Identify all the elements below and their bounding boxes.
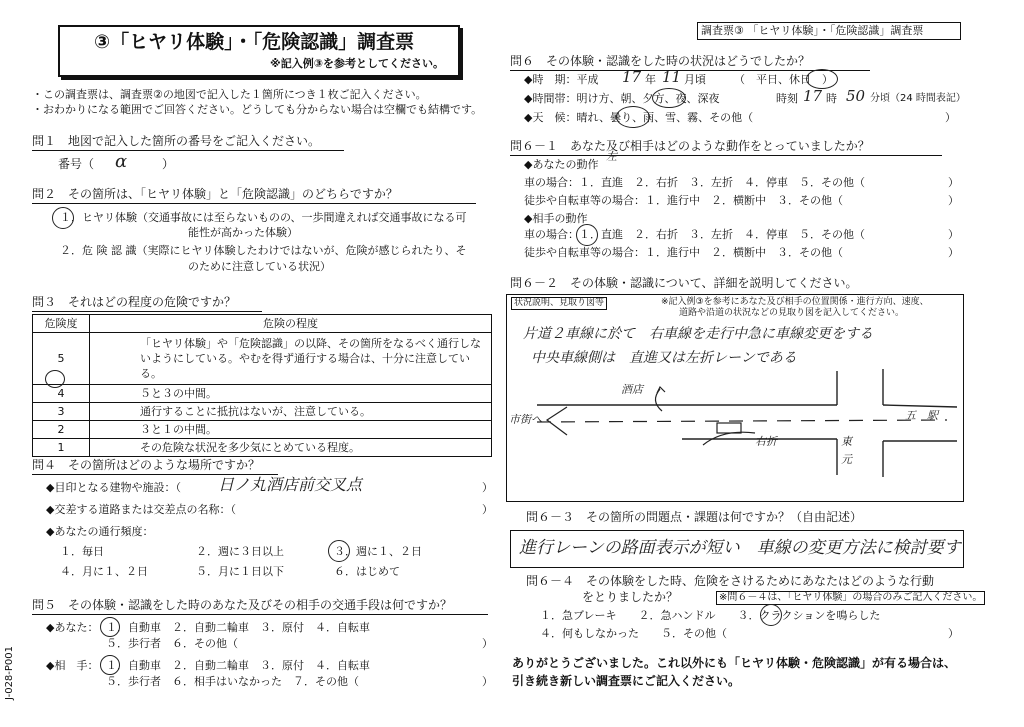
- risk-table: [32, 314, 492, 457]
- q4-freq-6: ６．はじめて: [334, 565, 400, 578]
- q64-options-2: ４．何もしなかった ５．その他（: [540, 627, 727, 640]
- q1-answer: α: [115, 151, 128, 172]
- q4-freq-4: ４．月に１、２日: [60, 565, 148, 578]
- q5-other-label: ◆相 手：: [46, 659, 99, 672]
- q6-period-tail: 月頃: [684, 73, 706, 86]
- q64-label-2: をとりましたか？: [582, 590, 679, 604]
- q4-road-close: ）: [482, 503, 493, 516]
- q61-car: 車の場合：１．直進 ２．右折 ３．左折 ４．停車 ５．その他（: [524, 176, 865, 189]
- q5-other-selected-circle: [100, 655, 120, 675]
- q63-answer: 進行レーンの路面表示が短い 車線の変更方法に検討要す: [519, 538, 961, 558]
- risk-level: 1: [33, 439, 90, 457]
- risk-selected-circle: [45, 370, 65, 388]
- q6-time-label: ◆時間帯：明け方、朝、夕方、夜、深夜: [524, 92, 720, 105]
- q4-landmark-close: ）: [482, 481, 493, 494]
- risk-table-header: [33, 315, 492, 333]
- sketch-label-east: 東: [841, 435, 852, 448]
- risk-level: 5: [33, 333, 90, 385]
- risk-desc: 通行することに抵抗はないが、注意している。: [90, 403, 492, 421]
- risk-header-desc: 危険の程度: [90, 315, 492, 333]
- q1-field-label: 番号（: [58, 157, 95, 171]
- q6-weather-selected-circle: [616, 106, 650, 128]
- q64-label: 問６－４ その体験をした時、危険をさけるためにあなたはどのような行動: [526, 574, 935, 588]
- q2-option-1-cont: 能性が高かった体験）: [188, 226, 298, 239]
- q61-other-head: ◆相手の動作: [524, 212, 588, 225]
- road-sketch: [507, 295, 963, 501]
- q2-option-2-cont: のために注意している状況）: [188, 260, 331, 273]
- q3-underline: [32, 311, 262, 312]
- risk-header-level: 危険度: [33, 315, 90, 333]
- q63-answer-box: [510, 530, 964, 568]
- table-row: [33, 385, 492, 403]
- q6-clock-min: 50: [846, 87, 866, 105]
- q4-landmark-answer: 日ノ丸酒店前交叉点: [218, 475, 363, 494]
- q2-option-2: ２．危 険 認 識（実際にヒヤリ体験したわけではないが、危険が感じられたり、そ: [60, 244, 467, 257]
- q5-other-options-2: ５．歩行者 ６．相手はいなかった ７．その他（: [106, 675, 359, 688]
- q6-period-year: 17: [622, 68, 642, 86]
- q61-you-head: ◆あなたの動作: [524, 158, 599, 171]
- q61-underline: [510, 155, 942, 156]
- q2-label: 問２ その箇所は、「ヒヤリ体験」と「危険認識」のどちらですか？: [32, 187, 398, 201]
- intro-line-1: ・この調査票は、調査票②の地図で記入した１箇所につき１枚ご記入ください。: [32, 88, 427, 101]
- q61-walk-close: ）: [948, 194, 959, 207]
- q5-you-selected-circle: [100, 617, 120, 637]
- sketch-label-lane: 元: [841, 453, 852, 466]
- q1-underline: [32, 150, 344, 151]
- q2-underline: [32, 203, 476, 204]
- q6-time-selected-circle: [652, 88, 686, 108]
- q6-period-month: 11: [662, 68, 682, 86]
- sketch-label-left: 市街へ: [509, 413, 542, 426]
- q61-other-selected-circle: [576, 224, 598, 246]
- thanks-line-2: 引き続き新しい調査票にご記入ください。: [512, 674, 741, 688]
- risk-desc: ５と３の中間。: [90, 385, 492, 403]
- q61-walk: 徒歩や自転車等の場合：１．進行中 ２．横断中 ３．その他（: [524, 194, 843, 207]
- q64-note: ※問６－４は、「ヒヤリ体験」の場合のみご記入ください。: [716, 591, 985, 605]
- q6-period-mid: 年: [645, 73, 656, 86]
- q62-box-note-1: ※記入例③を参考にあなた及び相手の位置関係・進行方向、速度、: [661, 297, 929, 307]
- intro-line-2: ・おわかりになる範囲でご回答ください。どうしても分からない場合は空欄でも結構です。: [32, 103, 483, 116]
- q6-clock-label: 時刻: [776, 92, 798, 105]
- q61-walk2-close: ）: [948, 246, 959, 259]
- sketch-label-shop: 酒店: [621, 383, 643, 396]
- q4-freq-2: ２．週に３日以上: [196, 545, 284, 558]
- sheet-tag: 調査票③ 「ヒヤリ体験」・「危険認識」調査票: [701, 24, 924, 37]
- sheet-tag-box: [697, 22, 961, 40]
- q4-freq-label: ◆あなたの通行頻度：: [46, 525, 154, 538]
- q4-freq-3: ３．週に１、２日: [334, 545, 422, 558]
- q2-option-1: １．ヒヤリ体験（交通事故には至らないものの、一歩間違えれば交通事故になる可: [60, 211, 467, 224]
- q61-car2-close: ）: [948, 228, 959, 241]
- q4-freq-1: １．毎日: [60, 545, 104, 558]
- q64-selected-circle: [760, 604, 782, 626]
- q6-label: 問６ その体験・認識をした時の状況はどうでしたか？: [510, 54, 811, 68]
- q5-other-options-1: １．自動車 ２．自動二輪車 ３．原付 ４．自転車: [106, 659, 370, 672]
- q5-you-label: ◆あなた：: [46, 621, 99, 634]
- title-box: [58, 25, 460, 77]
- risk-level: 2: [33, 421, 90, 439]
- page-title: ③「ヒヤリ体験」・「危険認識」調査票: [94, 31, 415, 53]
- q62-handwritten-1: 片道２車線に於て 右車線を走行中急に車線変更をする: [523, 326, 873, 342]
- q4-landmark-label: ◆目印となる建物や施設：（: [46, 481, 181, 494]
- q6-period-day: （ 平日、休日 ）: [734, 73, 833, 86]
- q61-car-close: ）: [948, 176, 959, 189]
- sketch-label-right: 五 駅: [905, 409, 938, 422]
- q64-options-1: １．急ブレーキ ２．急ハンドル ３．クラクションを鳴らした: [540, 609, 881, 622]
- q64-close: ）: [948, 627, 959, 640]
- q6-weather-label: ◆天 候：晴れ、曇り、雨、雪、霧、その他（: [524, 111, 754, 124]
- page-subtitle: ※記入例③を参考としてください。: [270, 57, 445, 70]
- q4-freq-5: ５．月に１日以下: [196, 565, 284, 578]
- q5-you-close: ）: [482, 637, 493, 650]
- risk-level: 3: [33, 403, 90, 421]
- q6-clock-hour: 17: [803, 87, 823, 105]
- q62-handwritten-2: 中央車線側は 直進又は左折レーンである: [531, 350, 797, 366]
- sketch-label-turn: 右折: [755, 435, 777, 448]
- q6-weather-close: ）: [945, 111, 956, 124]
- table-row: [33, 421, 492, 439]
- q63-label: 問６－３ その箇所の問題点・課題は何ですか？（自由記述）: [526, 510, 863, 524]
- q6-clock-hour-unit: 時: [826, 92, 837, 105]
- q5-you-options-2: ５．歩行者 ６．その他（: [106, 637, 238, 650]
- q5-label: 問５ その体験・認識をした時のあなた及びその相手の交通手段は何ですか？: [32, 598, 453, 612]
- q5-underline: [32, 614, 488, 615]
- table-row: [33, 439, 492, 457]
- q62-box-title: 状況説明、見取り図等: [511, 297, 607, 310]
- q61-note-handwritten: 左: [606, 150, 617, 163]
- q62-label: 問６－２ その体験・認識について、詳細を説明してください。: [510, 276, 858, 290]
- risk-desc: 「ヒヤリ体験」や「危険認識」の以降、その箇所をなるべく通行しないようにしている。やむを得ず通行する場合は、十分に注意している。: [90, 333, 492, 385]
- risk-level: 4: [33, 385, 90, 403]
- q6-period-label: ◆時 期：平成: [524, 73, 599, 86]
- table-row: [33, 333, 492, 385]
- side-code: J-028-P001: [4, 645, 15, 700]
- q5-other-close: ）: [482, 675, 493, 688]
- q1-label: 問１ 地図で記入した箇所の番号をご記入ください。: [32, 134, 321, 148]
- q62-box-note-2: 道路や沿道の状況などの見取り図を記入してください。: [679, 308, 905, 318]
- q62-sketch-box: [506, 294, 964, 502]
- q61-car2: 車の場合：１．直進 ２．右折 ３．左折 ４．停車 ５．その他（: [524, 228, 865, 241]
- q6-day-selected-circle: [806, 69, 838, 89]
- risk-desc: ３と１の中間。: [90, 421, 492, 439]
- q4-label: 問４ その箇所はどのような場所ですか？: [32, 458, 261, 472]
- risk-desc: その危険な状況を多少気にとめている程度。: [90, 439, 492, 457]
- table-row: [33, 403, 492, 421]
- thanks-line-1: ありがとうございました。これ以外にも「ヒヤリ体験・危険認識」が有る場合は、: [512, 656, 957, 670]
- q61-label: 問６－１ あなた及び相手はどのような動作をとっていましたか？: [510, 139, 870, 153]
- q61-walk2: 徒歩や自転車等の場合：１．進行中 ２．横断中 ３．その他（: [524, 246, 843, 259]
- q4-road-label: ◆交差する道路または交差点の名称：（: [46, 503, 236, 516]
- q3-label: 問３ それはどの程度の危険ですか？: [32, 295, 237, 309]
- q6-clock-min-unit: 分頃（24 時間表記）: [870, 93, 966, 104]
- q1-close: ）: [162, 157, 175, 171]
- q5-you-options-1: １．自動車 ２．自動二輪車 ３．原付 ４．自転車: [106, 621, 370, 634]
- q4-freq-selected-circle: [328, 540, 350, 562]
